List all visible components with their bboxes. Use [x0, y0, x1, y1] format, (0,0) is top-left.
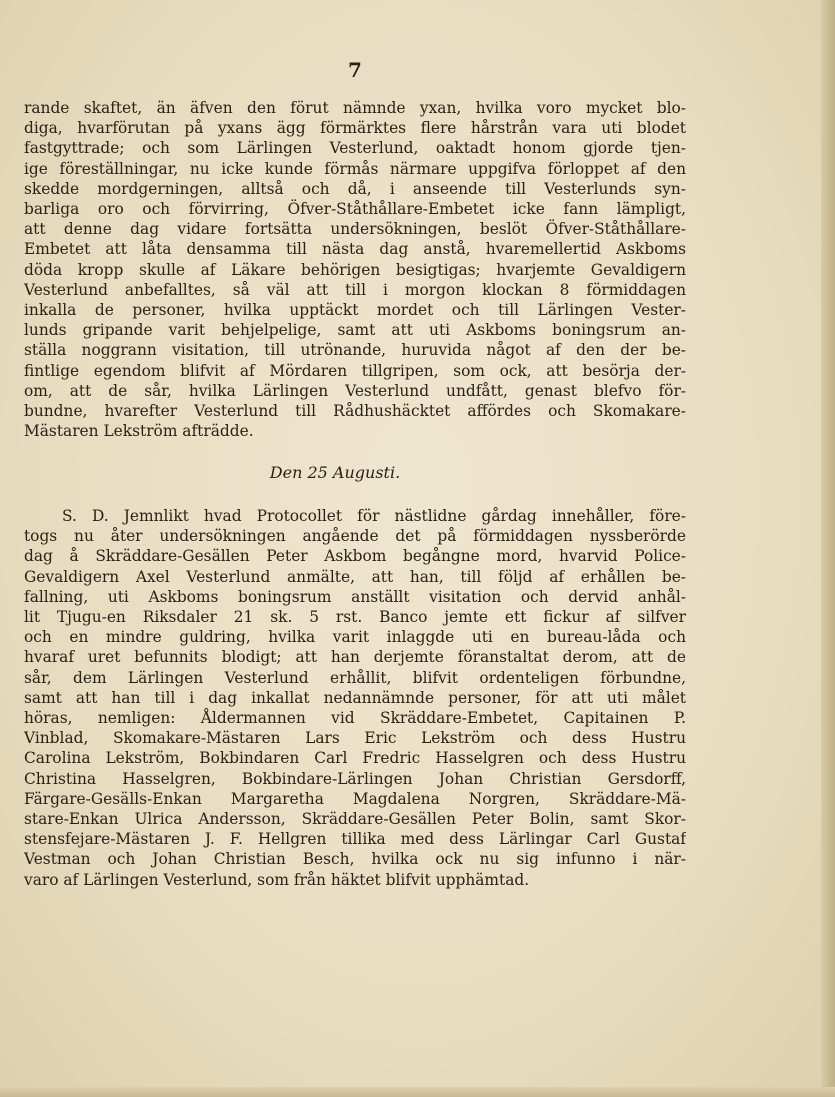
paragraph-section-2 [24, 506, 686, 890]
text-line: bundne, hvarefter Vesterlund till Rådhushäcktet affördes och Skomakare- [24, 402, 686, 421]
text-line: samt att han till i dag inkallat nedannämnde personer, för att uti målet [24, 688, 686, 707]
text-line: S. D. Jemnlikt hvad Protocollet för nästlidne gårdag innehåller, före- [62, 507, 686, 525]
text-line: Christina Hasselgren, Bokbindare-Lärlingen Johan Christian Gersdorff, [24, 769, 686, 788]
text-line: om, att de sår, hvilka Lärlingen Vesterlund undfått, genast blefvo för- [24, 381, 686, 400]
text-line: döda kropp skulle af Läkare behörigen besigtigas; hvarjemte Gevaldigern [24, 260, 686, 279]
text-line: stensfejare-Mästaren J. F. Hellgren tillika med dess Lärlingar Carl Gustaf [24, 830, 686, 849]
text-line: sår, dem Lärlingen Vesterlund erhållit, blifvit ordenteligen förbundne, [24, 668, 686, 687]
text-line: varo af Lärlingen Vesterlund, som från häktet blifvit upphämtad. [24, 870, 530, 889]
text-line: skedde mordgerningen, alltså och då, i anseende till Vesterlunds syn- [24, 179, 686, 198]
text-line: höras, nemligen: Åldermannen vid Skräddare-Embetet, Capitainen P. [24, 709, 686, 728]
page-number: 7 [348, 58, 362, 82]
text-line: Embetet att låta densamma till nästa dag anstå, hvaremellertid Askboms [24, 240, 686, 259]
text-line: barliga oro och förvirring, Öfver-Ståthållare-Embetet icke fann lämpligt, [24, 200, 686, 219]
text-line: fintlige egendom blifvit af Mördaren tillgripen, som ock, att besörja der- [24, 361, 686, 380]
text-line: Carolina Lekström, Bokbindaren Carl Fredric Hasselgren och dess Hustru [24, 749, 686, 768]
text-line: inkalla de personer, hvilka upptäckt mordet och till Lärlingen Vester- [24, 301, 686, 320]
text-line: att denne dag vidare fortsätta undersökningen, beslöt Öfver-Ståthållare- [24, 220, 686, 239]
text-line: stare-Enkan Ulrica Andersson, Skräddare-Gesällen Peter Bolin, samt Skor- [24, 810, 686, 829]
text-line: rande skaftet, än äfven den förut nämnde yxan, hvilka voro mycket blo- [24, 99, 686, 117]
text-line: Mästaren Lekström afträdde. [24, 422, 254, 441]
text-line: fallning, uti Askboms boningsrum anställt visitation och dervid anhål- [24, 587, 686, 606]
text-line: lunds gripande varit behjelpelige, samt att uti Askboms boningsrum an- [24, 321, 686, 340]
text-line: diga, hvarförutan på yxans ägg förmärktes flere hårstrån vara uti blodet [24, 119, 686, 138]
text-line: Vesterlund anbefalltes, så väl att till i morgon klockan 8 förmiddagen [24, 280, 686, 299]
text-line: fastgyttrade; och som Lärlingen Vesterlund, oaktadt honom gjorde tjen- [24, 139, 686, 158]
text-line: och en mindre guldring, hvilka varit inlaggde uti en bureau-låda och [24, 628, 686, 647]
text-line: togs nu åter undersökningen angående det på förmiddagen nyssberörde [24, 527, 686, 546]
text-line: Färgare-Gesälls-Enkan Margaretha Magdalena Norgren, Skräddare-Mä- [24, 789, 686, 808]
text-line: hvaraf uret befunnits blodigt; att han derjemte föranstaltat derom, att de [24, 648, 686, 667]
date-heading: Den 25 Augusti. [269, 463, 401, 482]
text-line: ige föreställningar, nu icke kunde förmås närmare uppgifva förloppet af den [24, 159, 686, 178]
page-edge-bottom [0, 1087, 835, 1097]
paragraph-section-1 [24, 98, 686, 441]
text-line: dag å Skräddare-Gesällen Peter Askbom begångne mord, hvarvid Police- [24, 547, 686, 566]
text-line: lit Tjugu-en Riksdaler 21 sk. 5 rst. Banco jemte ett fickur af silfver [24, 608, 686, 627]
page-edge [821, 0, 835, 1097]
text-line: Vestman och Johan Christian Besch, hvilka ock nu sig infunno i när- [24, 850, 686, 869]
text-line: Vinblad, Skomakare-Mästaren Lars Eric Lekström och dess Hustru [24, 729, 686, 748]
text-line: ställa noggrann visitation, till utrönande, huruvida något af den der be- [24, 341, 686, 360]
text-line: Gevaldigern Axel Vesterlund anmälte, att han, till följd af erhållen be- [24, 567, 686, 586]
